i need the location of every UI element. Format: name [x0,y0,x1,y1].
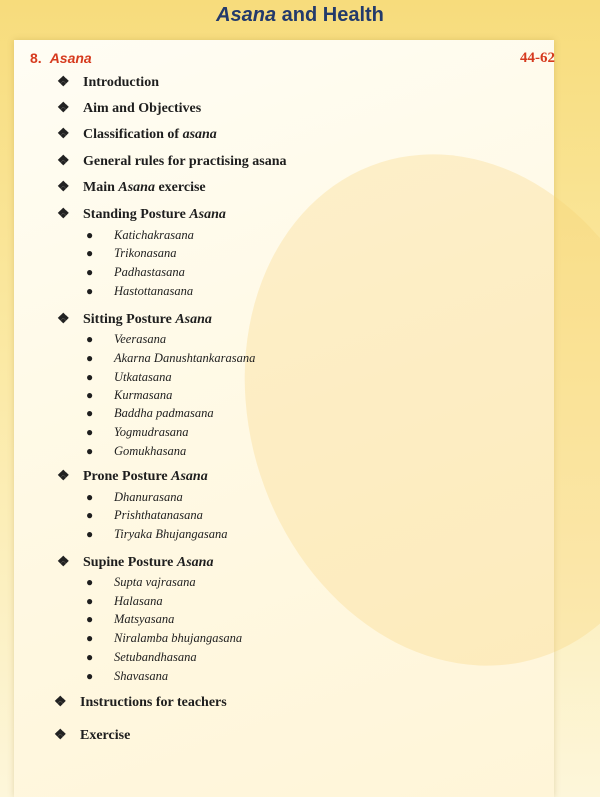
sub-item[interactable]: ● Shavasana [86,669,169,683]
toc-item-label: Supine Posture [83,555,177,570]
diamond-flower-icon: ❖ [54,695,67,710]
bullet-dot-icon: ● [86,631,94,645]
sub-item[interactable]: ● Katichakrasana [86,228,194,242]
chapter-pages: 44-62 [520,50,555,66]
diamond-flower-icon: ❖ [57,207,70,222]
toc-item-prone[interactable] [57,469,208,485]
bullet-dot-icon: ● [86,490,94,504]
toc-item-supine[interactable] [57,555,214,571]
page-title [0,4,600,27]
toc-item-label: Sitting Posture [83,312,176,327]
diamond-flower-icon: ❖ [54,728,67,743]
bullet-dot-icon: ● [86,265,94,279]
bullet-dot-icon: ● [86,508,94,522]
toc-item-label: Introduction [83,75,159,90]
toc-item-sitting[interactable] [57,312,212,328]
title-italic: Asana [216,4,277,26]
bullet-dot-icon: ● [86,228,94,242]
toc-item-italic: Asana [189,207,226,222]
sub-item[interactable]: ● Padhastasana [86,265,185,279]
diamond-flower-icon: ❖ [57,312,70,327]
toc-item-italic: Asana [176,555,214,570]
sub-item[interactable]: ● Hastottanasana [86,284,194,298]
toc-item-label: Prone Posture [83,469,172,484]
sub-item[interactable]: ● Setubandhasana [86,650,197,664]
bullet-dot-icon: ● [86,332,94,346]
toc-item-label: General rules for practising asana [83,154,287,169]
bullet-dot-icon: ● [86,351,94,365]
diamond-flower-icon: ❖ [57,75,70,90]
bullet-dot-icon: ● [86,594,94,608]
diamond-flower-icon: ❖ [57,469,70,484]
sub-item[interactable]: ● Tiryaka Bhujangasana [86,527,228,541]
sub-item[interactable]: ● Yogmudrasana [86,425,189,439]
bullet-dot-icon: ● [86,527,94,541]
sub-item[interactable]: ● Matsyasana [86,612,175,626]
toc-item-italic: asana [182,127,217,142]
toc-item-label-end: exercise [154,180,206,195]
toc-item-label: Exercise [80,728,131,743]
toc-item-label: Main [83,180,119,195]
toc-item-label: Instructions for teachers [80,695,227,710]
diamond-flower-icon: ❖ [57,555,70,570]
sub-item[interactable]: ● Utkatasana [86,370,172,384]
toc-item-exercise[interactable] [54,728,131,744]
diamond-flower-icon: ❖ [57,154,70,169]
toc-item-italic: Asana [171,469,208,484]
toc-item-general-rules[interactable] [57,154,287,170]
bullet-dot-icon: ● [86,612,94,626]
bullet-dot-icon: ● [86,284,94,298]
toc-item-main-exercise[interactable] [57,180,206,196]
bullet-dot-icon: ● [86,669,94,683]
bullet-dot-icon: ● [86,575,94,589]
sub-item[interactable]: ● Supta vajrasana [86,575,196,589]
diamond-flower-icon: ❖ [57,127,70,142]
bullet-dot-icon: ● [86,370,94,384]
toc-item-aim[interactable] [57,101,202,117]
sub-item[interactable]: ● Prishthatanasana [86,508,203,522]
title-rest: and Health [276,4,384,26]
bullet-dot-icon: ● [86,246,94,260]
chapter-heading [30,50,92,66]
bullet-dot-icon: ● [86,425,94,439]
diamond-flower-icon: ❖ [57,101,70,116]
diamond-flower-icon: ❖ [57,180,70,195]
chapter-number: 8. [30,50,42,66]
toc-item-label: Aim and Objectives [83,101,202,116]
toc-item-instructions[interactable] [54,695,227,711]
bullet-dot-icon: ● [86,650,94,664]
sub-item[interactable]: ● Veerasana [86,332,167,346]
toc-item-classification[interactable] [57,127,217,143]
sub-item[interactable]: ● Niralamba bhujangasana [86,631,243,645]
chapter-name: Asana [49,50,92,66]
sub-item[interactable]: ● Akarna Danushtankarasana [86,351,256,365]
bullet-dot-icon: ● [86,388,94,402]
toc-item-standing[interactable] [57,207,226,223]
bullet-dot-icon: ● [86,444,94,458]
toc-item-introduction[interactable] [57,75,159,91]
sub-item[interactable]: ● Baddha padmasana [86,406,214,420]
toc-item-italic: Asana [175,312,212,327]
sub-item[interactable]: ● Trikonasana [86,246,177,260]
sub-item[interactable]: ● Gomukhasana [86,444,187,458]
toc-item-italic: Asana [118,180,155,195]
toc-item-label: Standing Posture [83,207,190,222]
sub-item[interactable]: ● Halasana [86,594,163,608]
sub-item[interactable]: ● Dhanurasana [86,490,183,504]
sub-item[interactable]: ● Kurmasana [86,388,173,402]
bullet-dot-icon: ● [86,406,94,420]
toc-item-label: Classification of [83,127,183,142]
